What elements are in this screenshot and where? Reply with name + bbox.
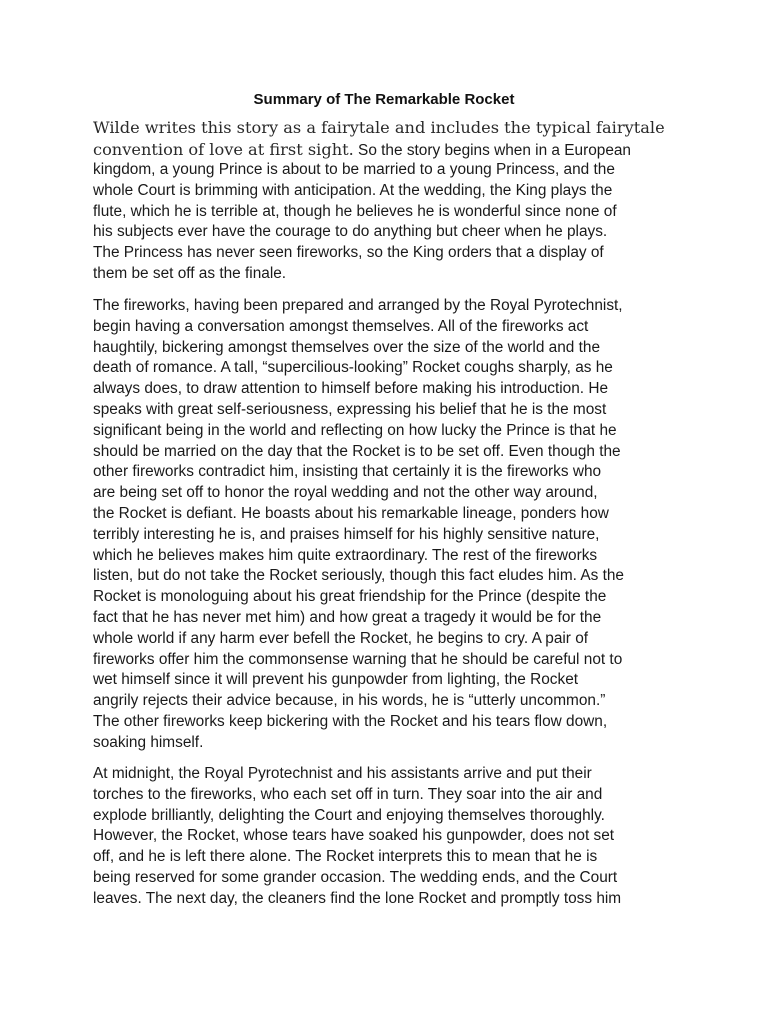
paragraph-line: always does, to draw attention to himself before making his introduction. He bbox=[93, 380, 609, 398]
paragraph-line-tail: So the story begins when in a European bbox=[353, 141, 631, 159]
paragraph-line: significant being in the world and reflecting on how lucky the Prince is that he bbox=[93, 421, 617, 439]
paragraph-line: The Princess has never seen fireworks, so the King orders that a display of bbox=[93, 244, 604, 262]
paragraph-line: angrily rejects their advice because, in his words, he is “utterly uncommon.” bbox=[93, 692, 606, 710]
paragraph-1 bbox=[93, 117, 683, 285]
paragraph-line: terribly interesting he is, and praises himself for his highly sensitive nature, bbox=[93, 525, 600, 543]
paragraph-line: fireworks offer him the commonsense warning that he should be careful not to bbox=[93, 650, 623, 668]
paragraph-line: begin having a conversation amongst themselves. All of the fireworks act bbox=[93, 317, 589, 335]
paragraph-line: the Rocket is defiant. He boasts about his remarkable lineage, ponders how bbox=[93, 504, 609, 522]
paragraph-line: soaking himself. bbox=[93, 733, 204, 751]
paragraph-2 bbox=[93, 296, 683, 754]
paragraph-line: whole Court is brimming with anticipation. At the wedding, the King plays the bbox=[93, 181, 613, 199]
paragraph-line: leaves. The next day, the cleaners find the lone Rocket and promptly toss him bbox=[93, 889, 622, 907]
paragraph-line: should be married on the day that the Rocket is to be set off. Even though the bbox=[93, 442, 621, 460]
paragraph-line: his subjects ever have the courage to do anything but cheer when he plays. bbox=[93, 223, 608, 241]
paragraph-line: fact that he has never met him) and how great a tragedy it would be for the bbox=[93, 608, 602, 626]
paragraph-line: At midnight, the Royal Pyrotechnist and his assistants arrive and put their bbox=[93, 765, 592, 782]
paragraph-line: explode brilliantly, delighting the Court and enjoying themselves thoroughly. bbox=[93, 806, 605, 824]
paragraph-line: listen, but do not take the Rocket seriously, though this fact eludes him. As the bbox=[93, 567, 624, 585]
paragraph-line: However, the Rocket, whose tears have soaked his gunpowder, does not set bbox=[93, 827, 615, 845]
paragraph-line: torches to the fireworks, who each set off in turn. They soar into the air and bbox=[93, 785, 603, 803]
paragraph-line: are being set off to honor the royal wedding and not the other way around, bbox=[93, 484, 598, 502]
paragraph-line: whole world if any harm ever befell the Rocket, he begins to cry. A pair of bbox=[93, 629, 589, 647]
paragraph-line: other fireworks contradict him, insisting that certainly it is the fireworks who bbox=[93, 463, 602, 481]
paragraph-line: them be set off as the finale. bbox=[93, 264, 287, 282]
paragraph-line: Wilde writes this story as a fairytale and includes the typical fairytale bbox=[93, 118, 665, 137]
paragraph-line: being reserved for some grander occasion. The wedding ends, and the Court bbox=[93, 868, 618, 886]
paragraph-line: death of romance. A tall, “supercilious-looking” Rocket coughs sharply, as he bbox=[93, 359, 613, 377]
paragraph-line: Rocket is monologuing about his great friendship for the Prince (despite the bbox=[93, 588, 607, 606]
paragraph-line: haughtily, bickering amongst themselves over the size of the world and the bbox=[93, 338, 601, 356]
paragraph-line-mixed bbox=[93, 139, 683, 161]
document-title: Summary of The Remarkable Rocket bbox=[253, 91, 515, 108]
paragraph-line-lead: convention of love at first sight. bbox=[93, 139, 354, 159]
paragraph-line: off, and he is left there alone. The Rocket interprets this to mean that he is bbox=[93, 848, 598, 866]
paragraph-line: The other fireworks keep bickering with the Rocket and his tears flow down, bbox=[93, 712, 608, 730]
paragraph-3 bbox=[93, 764, 683, 910]
paragraph-line: flute, which he is terrible at, though he believes he is wonderful since none of bbox=[93, 202, 617, 220]
paragraph-line: kingdom, a young Prince is about to be married to a young Princess, and the bbox=[93, 161, 615, 178]
paragraph-line: speaks with great self-seriousness, expressing his belief that he is the most bbox=[93, 400, 607, 418]
paragraph-line: wet himself since it will prevent his gunpowder from lighting, the Rocket bbox=[93, 671, 579, 689]
paragraph-line: which he believes makes him quite extraordinary. The rest of the fireworks bbox=[93, 546, 598, 564]
paragraph-line: The fireworks, having been prepared and arranged by the Royal Pyrotechnist, bbox=[93, 297, 623, 314]
